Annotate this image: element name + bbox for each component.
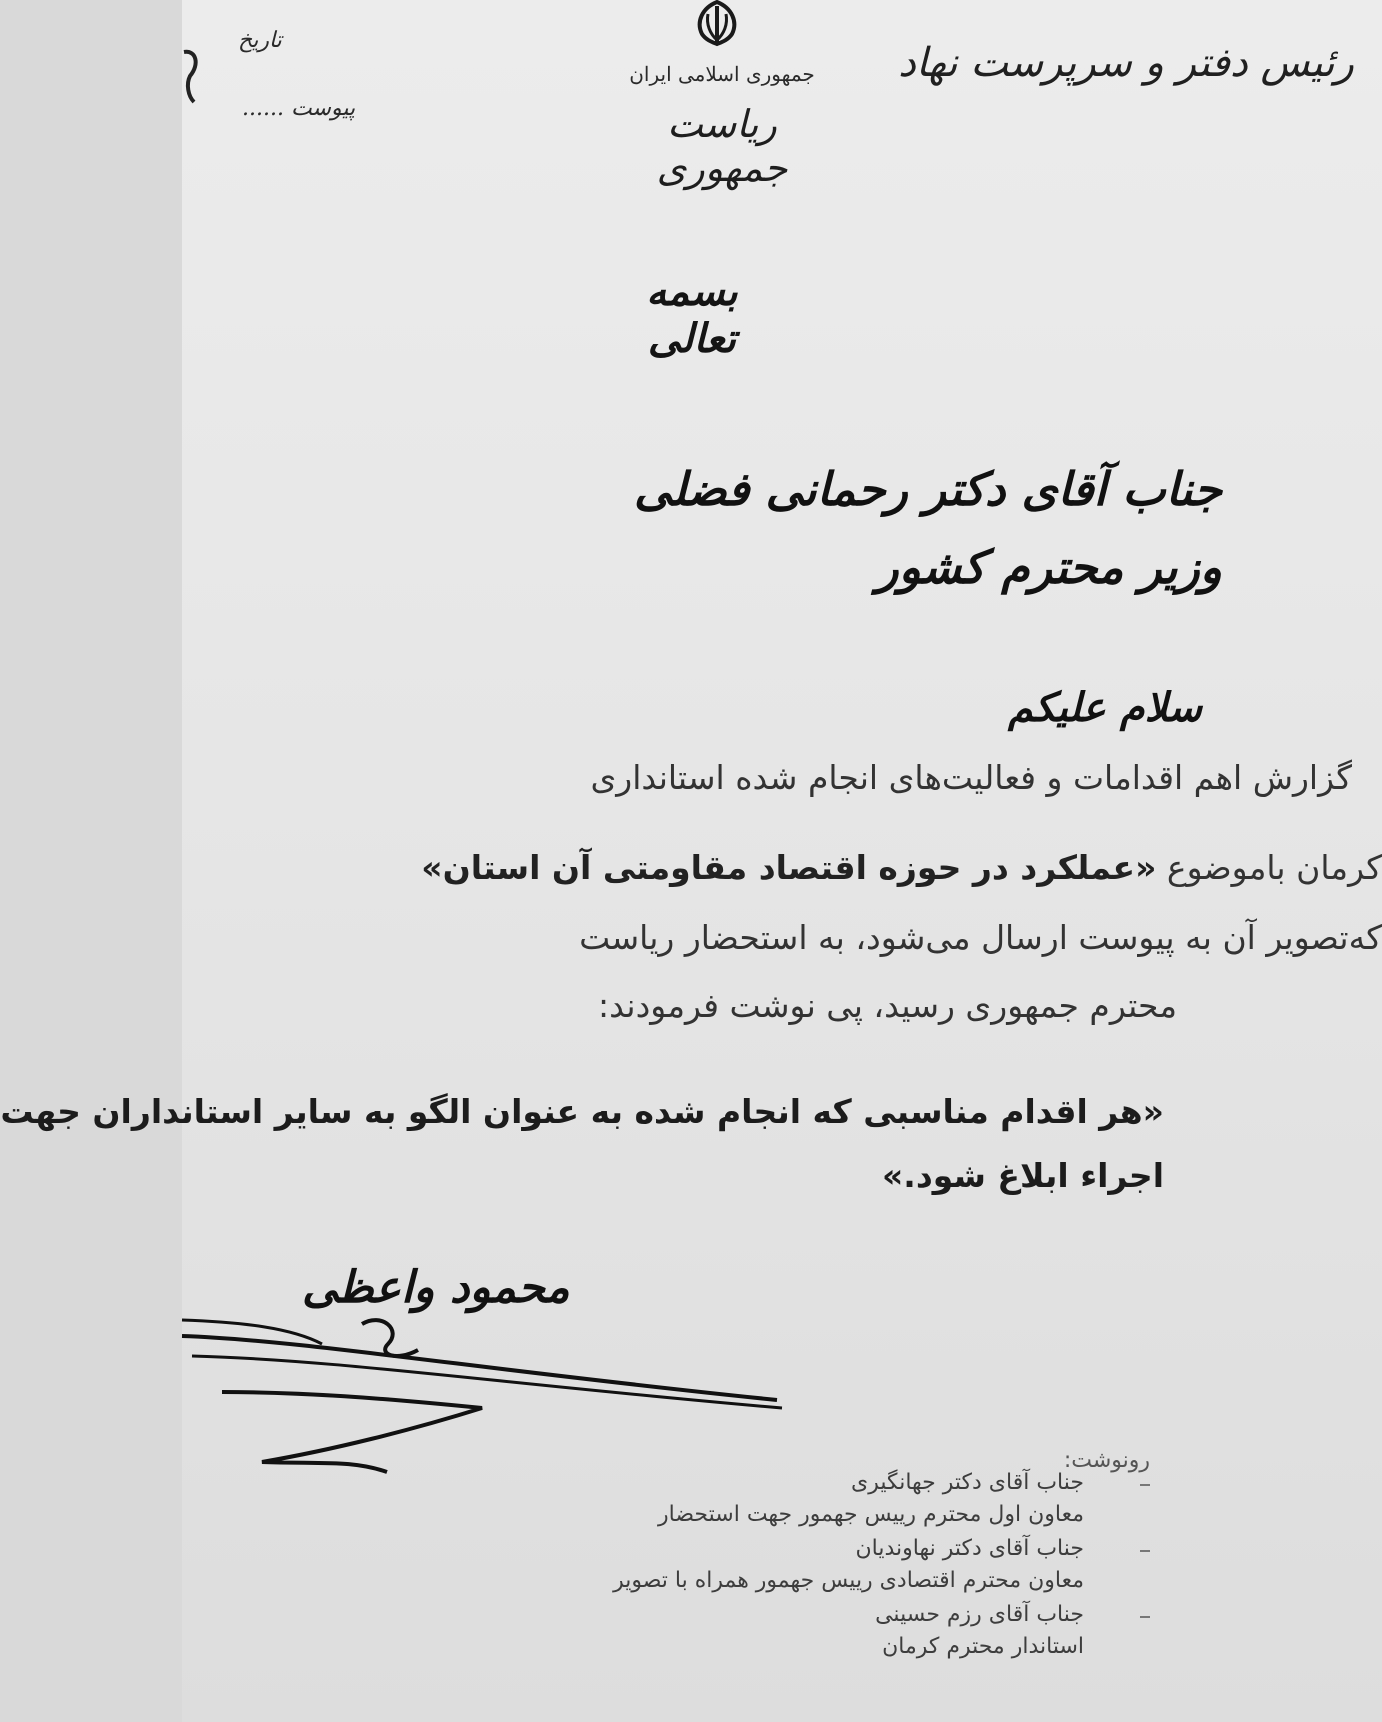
cc-line: معاون اول محترم رییس جهمور جهت استحضار <box>658 1502 1084 1527</box>
cc-line: جناب آقای دکتر نهاوندیان <box>855 1536 1084 1561</box>
addressee-title: وزیر محترم کشور <box>876 540 1222 594</box>
cc-title: رونوشت: <box>1063 1448 1150 1473</box>
cc-line: معاون محترم اقتصادی رییس جهمور همراه با تصویر <box>613 1568 1084 1593</box>
addressee-name: جناب آقای دکتر رحمانی فضلی <box>634 462 1222 516</box>
body-line-2 <box>421 848 1382 887</box>
presidency-title: ریاست جمهوری <box>656 102 788 190</box>
office-title: رئیس دفتر و سرپرست نهاد <box>898 40 1354 86</box>
corner-mark <box>182 46 204 106</box>
attachment-label: پیوست ...... <box>242 96 356 121</box>
cc-line: جناب آقای رزم حسینی <box>875 1602 1084 1627</box>
cc-dash <box>1140 1550 1150 1552</box>
body-line-3: که‌تصویر آن به پیوست ارسال می‌شود، به استحضار ریاست <box>579 918 1382 957</box>
body-line-2-prefix: کرمان باموضوع <box>1166 848 1382 887</box>
cc-line: جناب آقای دکتر جهانگیری <box>851 1470 1084 1495</box>
directive-quote-line-1: «هر اقدام مناسبی که انجام شده به عنوان الگو به سایر استانداران جهت <box>0 1092 1164 1131</box>
cc-line: استاندار محترم کرمان <box>882 1634 1084 1659</box>
directive-quote-line-2: اجراء ابلاغ شود.» <box>881 1156 1164 1195</box>
report-topic: «عملکرد در حوزه اقتصاد مقاومتی آن استان» <box>421 848 1157 887</box>
body-line-1: گزارش اهم اقدامات و فعالیت‌های انجام شده استانداری <box>590 758 1352 797</box>
date-label: تاریخ <box>238 28 282 53</box>
cc-dash <box>1140 1616 1150 1618</box>
cc-dash <box>1140 1484 1150 1486</box>
body-line-4: محترم جمهوری رسید، پی نوشت فرمودند: <box>597 986 1177 1025</box>
signature-scribble <box>182 1300 792 1480</box>
iran-emblem-icon <box>672 0 762 46</box>
invocation: بسمه تعالی <box>646 268 738 362</box>
signer-name: محمود واعظی <box>302 1262 570 1313</box>
republic-name: جمهوری اسلامی ایران <box>629 62 815 86</box>
greeting: سلام علیکم <box>1008 684 1202 731</box>
